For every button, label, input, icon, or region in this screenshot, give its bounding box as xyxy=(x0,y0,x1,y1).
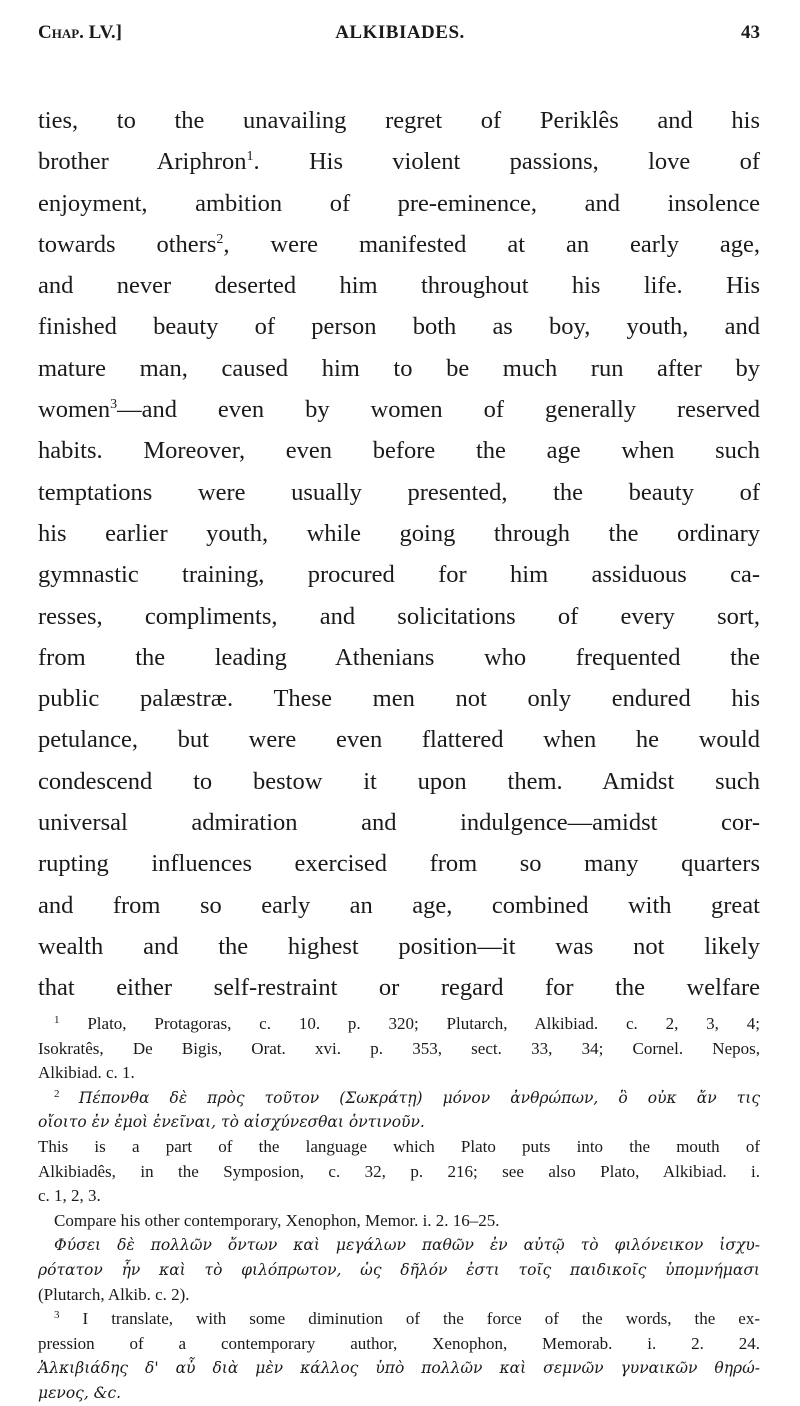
text-fragment: women xyxy=(38,396,111,424)
footnote-2-greek-line xyxy=(38,1086,760,1111)
page-number: 43 xyxy=(741,22,760,43)
footnote-text: I translate, with some diminution of the force of the words, the ex- xyxy=(82,1309,761,1329)
text-line: condescend to bestow it upon them. Amidst such xyxy=(38,767,760,795)
text-line: universal admiration and indulgence—amidst cor- xyxy=(38,809,760,837)
greek-quote: Φύσει δὲ πολλῶν ὄντων καὶ μεγάλων παθῶν ἐν αὐτῷ τὸ φιλόνεικον ἰσχυ- xyxy=(54,1236,760,1255)
footnote-2-line: Compare his other contemporary, Xenophon, Memor. i. 2. 16–25. xyxy=(54,1210,500,1230)
main-text xyxy=(38,100,760,1009)
text-line xyxy=(38,141,760,182)
text-line: mature man, caused him to be much run after by xyxy=(38,354,760,382)
text-line: rupting influences exercised from so many quarters xyxy=(38,850,760,878)
text-line: enjoyment, ambition of pre-eminence, and insolence xyxy=(38,189,760,217)
footnote-3-greek-line xyxy=(38,1356,760,1381)
footnote-ref-2: 2 xyxy=(216,231,224,247)
footnote-mark-1: 1 xyxy=(54,1014,60,1026)
paragraph xyxy=(38,100,760,1009)
text-line: and never deserted him throughout his life. His xyxy=(38,272,760,300)
footnote-1-line: Isokratês, De Bigis, Orat. xvi. p. 353, sect. 33, 34; Cornel. Nepos, xyxy=(38,1038,760,1058)
footnote-2-line: Alkibiadês, in the Symposion, c. 32, p. 216; see also Plato, Alkibiad. i. xyxy=(38,1161,760,1181)
text-line: public palæstræ. These men not only endured his xyxy=(38,685,760,713)
text-line: wealth and the highest position—it was not likely xyxy=(38,932,760,960)
text-line: from the leading Athenians who frequented the xyxy=(38,643,760,671)
text-line: finished beauty of person both as boy, youth, and xyxy=(38,313,760,341)
footnote-2-line: (Plutarch, Alkib. c. 2). xyxy=(38,1284,190,1304)
text-line: petulance, but were even flattered when he would xyxy=(38,726,760,754)
text-fragment: —and even by women of generally reserved xyxy=(117,396,760,424)
text-line: and from so early an age, combined with great xyxy=(38,891,760,919)
text-line: temptations were usually presented, the beauty of xyxy=(38,478,760,506)
text-line: habits. Moreover, even before the age when such xyxy=(38,437,760,465)
footnote-1-line xyxy=(38,1012,760,1037)
greek-quote: μενος, &c. xyxy=(38,1383,122,1402)
text-fragment: . His violent passions, love of xyxy=(253,148,760,176)
text-line xyxy=(38,389,760,430)
footnote-1-line: Alkibiad. c. 1. xyxy=(38,1063,135,1083)
footnote-mark-2: 2 xyxy=(54,1087,60,1100)
text-line: his earlier youth, while going through the ordinary xyxy=(38,519,760,547)
running-title: ALKIBIADES. xyxy=(335,22,465,43)
text-line xyxy=(38,224,760,265)
footnote-2-greek-line xyxy=(38,1233,760,1258)
greek-quote: Ἀλκιβιάδης δ' αὖ διὰ μὲν κάλλος ὑπὸ πολλῶν καὶ σεμνῶν γυναικῶν θηρώ- xyxy=(38,1359,760,1378)
greek-quote: οἴοιτο ἐν ἐμοὶ ἐνεῖναι, τὸ αἰσχύνεσθαι ὁντινοῦν. xyxy=(38,1113,425,1132)
footnote-2-line: c. 1, 2, 3. xyxy=(38,1186,101,1206)
footnote-2-greek-line xyxy=(38,1258,760,1283)
greek-quote: ρότατον ἦν καὶ τὸ φιλόπρωτον, ὡς δῆλόν ἐστι τοῖς παιδικοῖς ὑπομνήμασι xyxy=(38,1260,760,1279)
footnote-mark-3: 3 xyxy=(54,1309,60,1322)
running-header xyxy=(38,22,762,52)
text-fragment: brother Ariphron xyxy=(38,148,247,176)
footnotes xyxy=(38,1012,760,1406)
text-line: resses, compliments, and solicitations of every sort, xyxy=(38,602,760,630)
text-fragment: , were manifested at an early age, xyxy=(223,230,760,258)
text-line: gymnastic training, procured for him assiduous ca- xyxy=(38,561,760,589)
footnote-3-greek-line xyxy=(38,1381,760,1406)
text-line: that either self-restraint or regard for the welfare xyxy=(38,974,760,1002)
text-fragment: towards others xyxy=(38,230,217,258)
chapter-label: Chap. LV.] xyxy=(38,22,122,43)
text-line: ties, to the unavailing regret of Periklês and his xyxy=(38,107,760,134)
footnote-2-greek-line xyxy=(38,1110,760,1135)
footnote-3-line: pression of a contemporary author, Xenophon, Memorab. i. 2. 24. xyxy=(38,1333,760,1353)
footnote-ref-3: 3 xyxy=(110,397,118,413)
footnote-2-line: This is a part of the language which Plato puts into the mouth of xyxy=(38,1136,760,1156)
footnote-text: Plato, Protagoras, c. 10. p. 320; Plutarch, Alkibiad. c. 2, 3, 4; xyxy=(87,1014,760,1033)
footnote-3-line xyxy=(38,1307,760,1332)
greek-quote: Πέπονθα δὲ πρὸς τοῦτον (Σωκράτῃ) μόνον ἀνθρώπων, ὃ οὐκ ἄν τις xyxy=(78,1088,761,1107)
footnote-ref-1: 1 xyxy=(246,149,254,165)
